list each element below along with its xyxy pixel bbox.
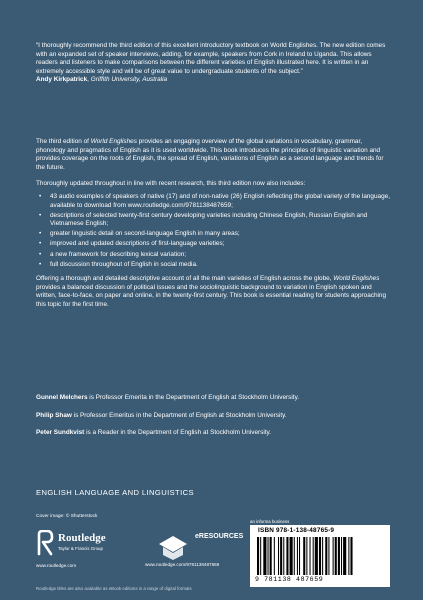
updates-intro: Thoroughly updated throughout in line with recent research, this third edition now also includes: (36, 180, 306, 188)
routledge-mark-icon (36, 530, 54, 556)
barcode-bar (268, 537, 269, 575)
book-title: World Englishes (90, 138, 137, 145)
author-name: Philip Shaw (36, 411, 72, 419)
barcode-bar (348, 537, 349, 575)
author-name: Gunnel Melchers (36, 394, 88, 401)
barcode-number: 9 781138 487659 (255, 576, 324, 583)
author-bio: Gunnel Melchers is Professor Emerita in the Department of English at Stockholm University. (36, 394, 300, 401)
barcode-bar (257, 537, 259, 575)
isbn-text: ISBN 978-1-138-48765-9 (258, 527, 335, 534)
barcode-bar (286, 537, 288, 575)
barcode-bar (341, 537, 342, 575)
barcode-bar (297, 537, 298, 575)
quote-text: “I thoroughly recommend the third edition of this excellent introductory textbook on World Englishes. The new edition comes with an expanded set of speaker interviews, adding, for example, speakers from Cork in Ireland to Uganda. This allows readers and listeners to make comparisons between the different varieties of English illustrated here. It is written in an extremely accessible style and will be of great value to undergraduate students of the subject.” (36, 42, 386, 75)
quote-affiliation: Griffith University, Australia (90, 76, 168, 84)
publisher-logo (36, 528, 132, 572)
barcode-bars (255, 537, 385, 575)
barcode-bar (319, 537, 321, 575)
list-item: • improved and updated descriptions of first-language varieties; (48, 240, 392, 249)
barcode-bar (310, 537, 311, 575)
author-bio: Peter Sundkvist is a Reader in the Department of English at Stockholm University. (36, 429, 272, 437)
barcode-bar (303, 537, 305, 575)
list-item: • 43 audio examples of speakers of native (17) and of non-native (26) English reflecting the global variety of the language, available to download from www.routledge.com/9781138487659; (48, 193, 392, 210)
eresources-url: www.routledge.com/9781138487659 (145, 562, 220, 567)
list-item: • greater linguistic detail on second-language English in many areas; (48, 230, 392, 239)
barcode-bar (290, 537, 293, 575)
barcode-bar (260, 537, 261, 575)
barcode-bar (306, 537, 307, 575)
barcode (250, 525, 390, 587)
barcode-bar (294, 537, 295, 575)
eresources-icon (145, 526, 245, 560)
list-item: • full discussion throughout of English in social media. (48, 261, 392, 270)
barcode-bar (333, 537, 334, 575)
barcode-bar (343, 537, 346, 575)
intro-paragraph: The third edition of World Englishes provides an engaging overview of the global variations in vocabulary, grammar, phonology and pragmatics of English as it is used worldwide. This book introduces the principles of linguistic variation and provides coverage on the roots of English, the spread of English, variations of English as a second language and trends for the future. (36, 138, 384, 171)
barcode-bar (322, 537, 323, 575)
barcode-bar (270, 537, 272, 575)
barcode-bar (350, 537, 352, 575)
barcode-bar (325, 537, 327, 575)
barcode-bar (313, 537, 314, 575)
author-name: Peter Sundkvist (36, 429, 85, 437)
informa-label: an informa business (250, 519, 290, 524)
barcode-bar (263, 537, 266, 575)
svg-text:eRESOURCES: eRESOURCES (195, 533, 244, 540)
description (36, 138, 392, 318)
updates-list (36, 193, 392, 269)
endorsement-quote (36, 42, 392, 85)
closing-paragraph: Offering a thorough and detailed descriptive account of all the main varieties of English across the globe, World Englishes provides a balanced discussion of political issues and the sociolinguistic background to variation in English spoken and written, face-to-face, on paper and online, in the twenty-first century. This book is essential reading for students approaching this topic for the first time. (36, 275, 387, 308)
author-bio: Philip Shaw is Professor Emeritus in the Department of English at Stockholm University. (36, 411, 287, 419)
quote-attribution: Andy Kirkpatrick, Griffith University, Australia (36, 76, 168, 84)
ebook-note: Routledge titles are also available as eBook editions in a range of digital formats (36, 586, 192, 591)
list-item: • descriptions of selected twenty-first century developing varieties including Chinese English, Russian English and Vietnamese English; (48, 212, 392, 229)
barcode-bar (328, 537, 329, 575)
quote-author: Andy Kirkpatrick (36, 76, 88, 84)
cover-credit: Cover image: © Shutterstock (36, 514, 98, 519)
author-bios (36, 394, 392, 447)
eresources-logo (145, 526, 245, 572)
barcode-bar (335, 537, 337, 575)
barcode-bar (299, 537, 300, 575)
series-name: ENGLISH LANGUAGE AND LINGUISTICS (36, 488, 194, 497)
barcode-bar (315, 537, 318, 575)
publisher-url: www.routledge.com (36, 563, 77, 568)
barcode-bar (338, 537, 340, 575)
publisher-sub: Taylor & Francis Group (58, 546, 103, 551)
publisher-name: Routledge (58, 532, 106, 544)
book-title: World Englishes (333, 275, 380, 283)
barcode-bar (283, 537, 284, 575)
barcode-bar (280, 537, 282, 575)
barcode-bar (278, 537, 279, 575)
barcode-bar (274, 537, 275, 575)
list-item: • a new framework for describing lexical variation; (48, 251, 392, 260)
